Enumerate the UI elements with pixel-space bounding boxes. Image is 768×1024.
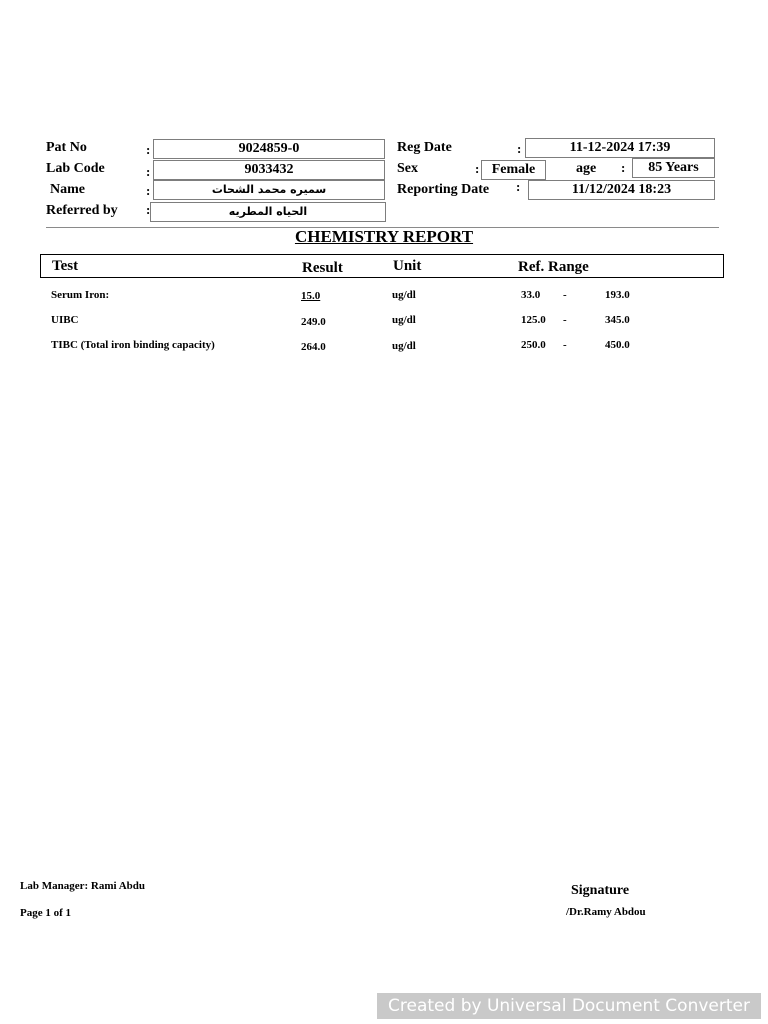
range-low: 125.0 — [521, 314, 546, 326]
range-dash: - — [563, 289, 567, 301]
name-colon: : — [146, 183, 151, 198]
referred-by-colon: : — [146, 202, 151, 217]
report-title: CHEMISTRY REPORT — [294, 227, 474, 246]
age-value: 85 Years — [632, 158, 715, 178]
referred-by-value: الحياه المطريه — [150, 202, 386, 222]
reporting-date-colon: : — [516, 179, 521, 194]
range-high: 345.0 — [605, 314, 630, 326]
patient-name-value: سميره محمد الشحات — [153, 180, 385, 200]
col-header-unit: Unit — [393, 258, 422, 274]
range-low: 250.0 — [521, 339, 546, 351]
lab-code-colon: : — [146, 164, 151, 179]
reg-date-value: 11-12-2024 17:39 — [525, 138, 715, 158]
range-dash: - — [563, 339, 567, 351]
page-number: Page 1 of 1 — [20, 907, 72, 919]
test-result: 264.0 — [301, 341, 326, 353]
reporting-date-value: 11/12/2024 18:23 — [528, 180, 715, 200]
test-result: 249.0 — [301, 316, 326, 328]
signer-name: /Dr.Ramy Abdou — [566, 906, 646, 918]
test-unit: ug/dl — [392, 340, 416, 352]
test-result: 15.0 — [301, 290, 321, 302]
age-colon: : — [621, 160, 626, 175]
range-dash: - — [563, 314, 567, 326]
col-header-result: Result — [302, 260, 343, 276]
referred-by-label: Referred by — [46, 203, 118, 218]
age-label: age — [576, 161, 597, 176]
pat-no-value: 9024859-0 — [153, 139, 385, 159]
pat-no-colon: : — [146, 142, 151, 157]
sex-value: Female — [481, 160, 546, 180]
converter-watermark: Created by Universal Document Converter — [377, 993, 761, 1019]
sex-colon: : — [475, 161, 480, 176]
test-unit: ug/dl — [392, 289, 416, 301]
reg-date-label: Reg Date — [397, 140, 452, 155]
sex-label: Sex — [397, 161, 418, 176]
reg-date-colon: : — [517, 141, 522, 156]
col-header-test: Test — [52, 258, 79, 274]
lab-code-label: Lab Code — [46, 161, 105, 176]
test-name: UIBC — [51, 314, 79, 326]
test-name: TIBC (Total iron binding capacity) — [51, 339, 215, 351]
range-high: 193.0 — [605, 289, 630, 301]
results-header-row — [40, 254, 724, 278]
lab-code-value: 9033432 — [153, 160, 385, 180]
pat-no-label: Pat No — [46, 140, 87, 155]
range-low: 33.0 — [521, 289, 541, 301]
lab-manager: Lab Manager: Rami Abdu — [20, 880, 145, 892]
col-header-ref-range: Ref. Range — [518, 259, 589, 275]
test-name: Serum Iron: — [51, 289, 110, 301]
signature-label: Signature — [571, 883, 630, 898]
reporting-date-label: Reporting Date — [397, 182, 490, 197]
name-label: Name — [50, 182, 85, 197]
range-high: 450.0 — [605, 339, 630, 351]
test-unit: ug/dl — [392, 314, 416, 326]
